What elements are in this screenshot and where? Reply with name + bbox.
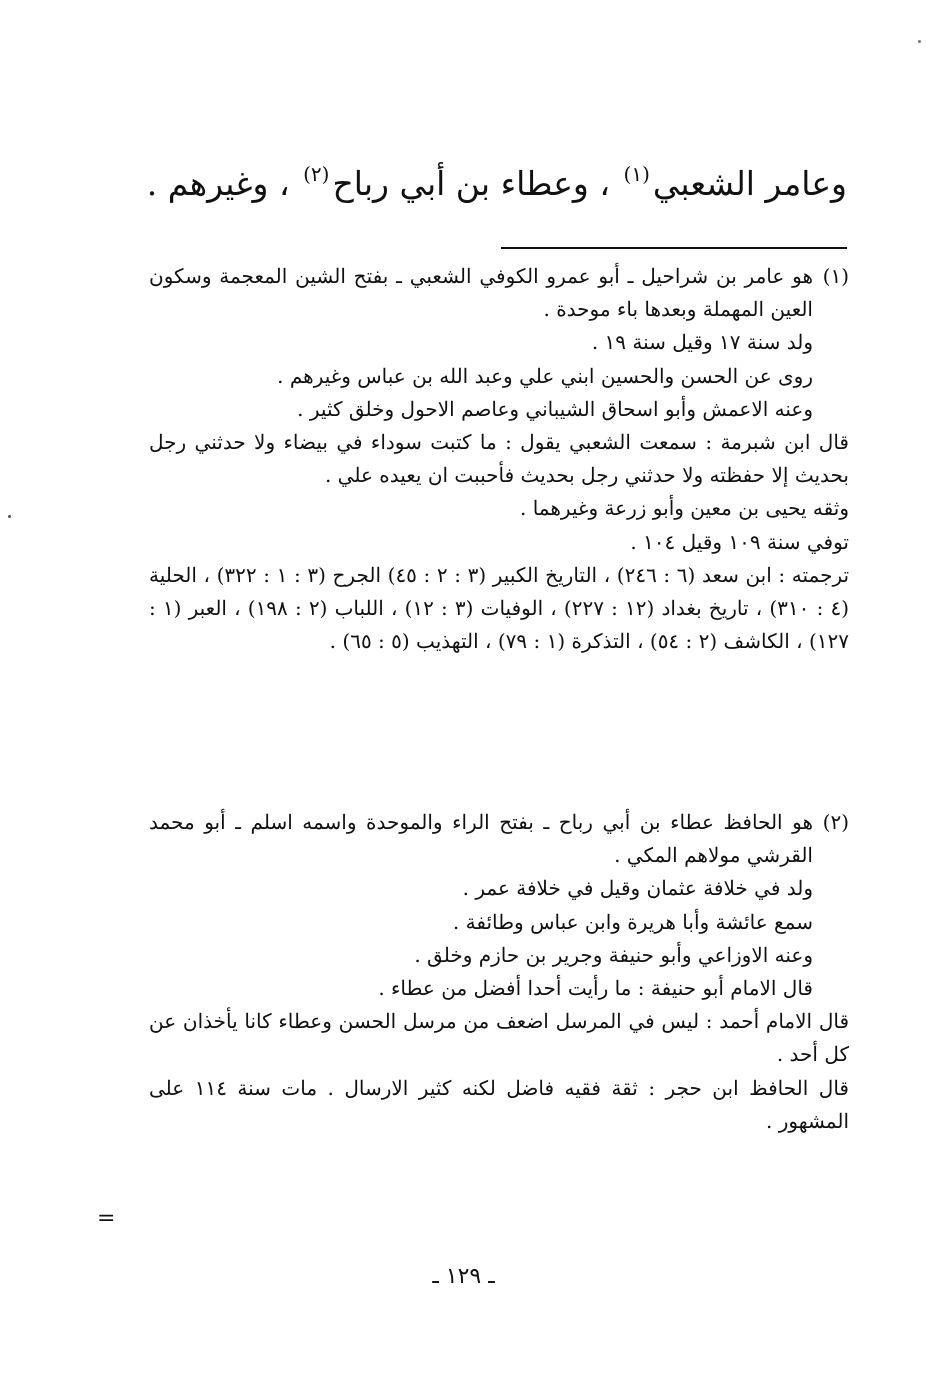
footnote-1	[149, 260, 849, 658]
footnote-number: (١)	[822, 264, 849, 288]
page-number: ـ ١٢٩ ـ	[432, 1264, 495, 1289]
main-text-line	[127, 158, 847, 214]
footnote-paragraph: توفي سنة ١٠٩ وقيل ١٠٤ .	[630, 529, 849, 554]
footnote-reference: (١)	[623, 162, 650, 186]
footnote-paragraph: روى عن الحسن والحسين ابني علي وعبد الله بن عباس وغيرهم .	[277, 363, 813, 388]
footnote-paragraph: ولد في خلافة عثمان وقيل في خلافة عمر .	[462, 876, 813, 901]
continuation-mark: =	[97, 1206, 116, 1231]
footnote-body	[149, 260, 813, 426]
main-text-part: وعامر الشعبي	[652, 164, 847, 203]
main-text-part: ، وغيرهم .	[146, 164, 290, 203]
footnote-paragraph: ولد سنة ١٧ وقيل سنة ١٩ .	[591, 330, 813, 355]
footnote-body	[149, 806, 813, 1005]
footnote-paragraph: قال الامام أبو حنيفة : ما رأيت أحدا أفضل من عطاء .	[378, 976, 813, 1001]
footnote-paragraph: قال الحافظ ابن حجر : ثقة فقيه فاضل لكنه كثير الارسال . مات سنة ١١٤ على المشهور .	[149, 1075, 849, 1133]
scan-speck	[8, 515, 11, 518]
footnote-paragraph: وعنه الاعمش وأبو اسحاق الشيباني وعاصم الاحول وخلق كثير .	[297, 396, 813, 421]
footnote-paragraph: وعنه الاوزاعي وأبو حنيفة وجرير بن حازم وخلق .	[414, 942, 813, 967]
footnote-reference: (٢)	[303, 162, 330, 186]
footnote-2	[149, 806, 849, 1138]
footnote-paragraph: وثقه يحيى بن معين وأبو زرعة وغيرهما .	[520, 496, 849, 521]
footnote-paragraph: هو الحافظ عطاء بن أبي رباح ـ بفتح الراء والموحدة واسمه اسلم ـ أبو محمد القرشي مولاهم المكي .	[149, 810, 813, 868]
scan-speck	[918, 40, 921, 43]
footnote-paragraph: ترجمته : ابن سعد (٦ : ٢٤٦) ، التاريخ الكبير (٣ : ٢ : ٤٥) الجرح (٣ : ١ : ٣٢٢) ، الحلية (٤ : ٣١٠) ، تاريخ بغداد (١٢ : ٢٢٧) ، الوفيات (٣ : ١٢) ، اللباب (٢ : ١٩٨) ، العبر (١ : ١٢٧) ، الكاشف (٢ : ٥٤) ، التذكرة (١ : ٧٩) ، التهذيب (٥ : ٦٥) .	[149, 562, 850, 654]
footnote-paragraph: قال الامام أحمد : ليس في المرسل اضعف من مرسل الحسن وعطاء كانا يأخذان عن كل أحد .	[149, 1009, 849, 1067]
footnote-paragraph: سمع عائشة وأبا هريرة وابن عباس وطائفة .	[452, 909, 813, 934]
footnote-number: (٢)	[822, 810, 849, 834]
main-text-part: ، وعطاء بن أبي رباح	[332, 164, 611, 203]
footnote-paragraph: هو عامر بن شراحيل ـ أبو عمرو الكوفي الشعبي ـ بفتح الشين المعجمة وسكون العين المهملة وبعدها باء موحدة .	[149, 264, 813, 322]
footnote-separator	[501, 247, 847, 249]
footnote-paragraph: قال ابن شبرمة : سمعت الشعبي يقول : ما كتبت سوداء في بيضاء ولا حدثني رجل بحديث إلا حفظته ولا حدثني رجل بحديث فأحببت ان يعيده علي .	[149, 430, 849, 488]
